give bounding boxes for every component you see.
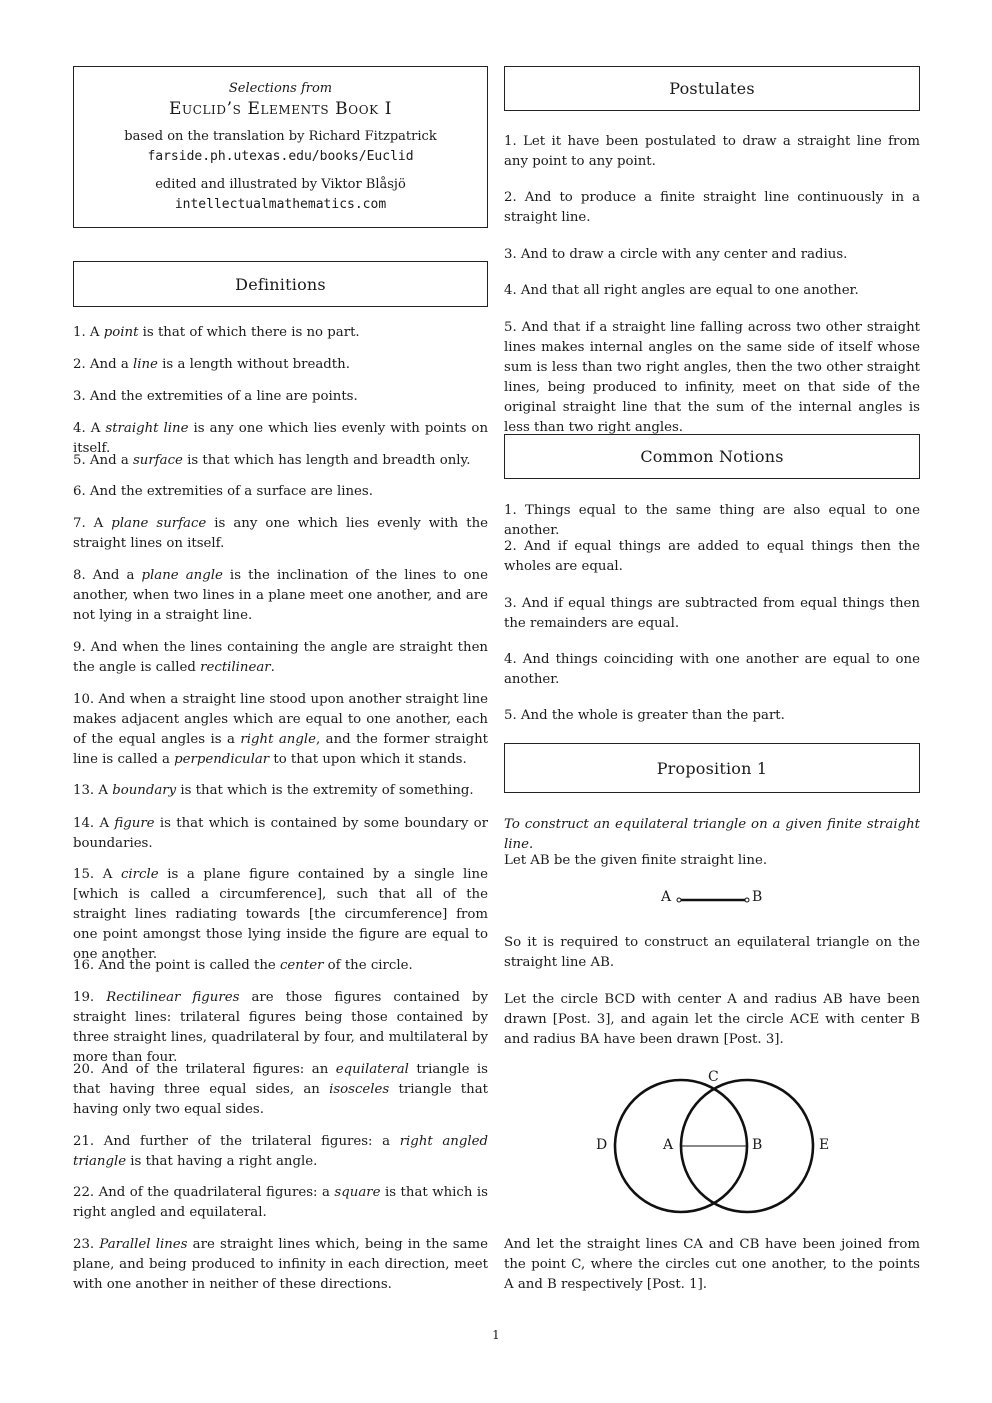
common-notion-item: 3. And if equal things are subtracted from equal things then the remainders are equal.: [504, 596, 920, 631]
postulates-heading: Postulates: [504, 66, 920, 111]
definition-item: 15. A circle is a plane figure contained by a single line [which is called a circumference], such that all of the straight lines radiating towards [the circumference] from one point amongst those lying inside the figure are equal to one another.: [73, 867, 488, 962]
common-notion-item: 4. And things coinciding with one another are equal to one another.: [504, 652, 920, 687]
definition-item: 6. And the extremities of a surface are lines.: [73, 484, 373, 499]
definition-item: 20. And of the trilateral figures: an equilateral triangle is that having three equal sides, an isosceles triangle that having only two equal sides.: [73, 1062, 489, 1117]
point-label-c: C: [708, 1069, 719, 1085]
point-label-e: E: [819, 1137, 830, 1153]
postulate-item: 1. Let it have been postulated to draw a straight line from any point to any point.: [504, 134, 920, 169]
definition-item: 3. And the extremities of a line are points.: [73, 389, 358, 404]
book-title: Euclid’s Elements Book I: [168, 99, 393, 119]
title-block: [73, 66, 488, 228]
segment-figure: [654, 888, 774, 912]
circles-figure: [592, 1068, 832, 1218]
editor-credit: edited and illustrated by Viktor Blåsjö: [155, 177, 406, 192]
common-notion-item: 2. And if equal things are added to equal things then the wholes are equal.: [504, 539, 920, 574]
postulate-item: 3. And to draw a circle with any center and radius.: [504, 247, 848, 262]
point-label-b: B: [752, 889, 763, 905]
selections-label: Selections from: [228, 81, 333, 96]
proposition-paragraph: Let AB be the given finite straight line.: [504, 853, 768, 868]
postulate-item: 5. And that if a straight line falling across two other straight lines makes internal angles on the same side of itself whose sum is less than two right angles, then the two other straight lines, being produced to infinity, meet on that side of the original straight line that the sum of the internal angles is less than two right angles.: [504, 320, 920, 435]
proposition-paragraph: Let the circle BCD with center A and radius AB have been drawn [Post. 3], and again let the circle ACE with center B and radius BA have been drawn [Post. 3].: [504, 992, 920, 1047]
point-label-d: D: [596, 1137, 608, 1153]
definition-item: 10. And when a straight line stood upon another straight line makes adjacent angles which are equal to one another, each of the equal angles is a right angle, and the former straight line is called a perpendicular to that upon which it stands.: [73, 692, 488, 767]
common-notions-heading: Common Notions: [504, 434, 920, 479]
postulate-item: 2. And to produce a finite straight line continuously in a straight line.: [504, 190, 920, 225]
definition-item: 16. And the point is called the center of the circle.: [73, 958, 413, 973]
definition-item: 4. A straight line is any one which lies evenly with points on itself.: [73, 421, 489, 456]
definition-item: 1. A point is that of which there is no part.: [73, 325, 360, 340]
proposition-statement: To construct an equilateral triangle on a given finite straight line.: [504, 817, 920, 852]
common-notion-item: 1. Things equal to the same thing are also equal to one another.: [504, 503, 920, 538]
proposition-paragraph: So it is required to construct an equilateral triangle on the straight line AB.: [504, 935, 920, 970]
proposition-paragraph: And let the straight lines CA and CB have been joined from the point C, where the circles cut one another, to the points A and B respectively [Post. 1].: [504, 1237, 920, 1292]
postulate-item: 4. And that all right angles are equal to one another.: [504, 283, 859, 298]
definition-item: 22. And of the quadrilateral figures: a square is that which is right angled and equilateral.: [73, 1185, 488, 1220]
page-number: 1: [492, 1328, 500, 1342]
definition-item: 19. Rectilinear figures are those figures contained by straight lines: trilateral figures being those contained by three straight lines, quadrilateral by four, and multilateral by more than four.: [73, 990, 488, 1065]
definition-item: 13. A boundary is that which is the extremity of something.: [73, 783, 474, 798]
point-label-b: B: [752, 1137, 763, 1153]
definition-item: 21. And further of the trilateral figures: a right angled triangle is that having a right angle.: [73, 1134, 488, 1169]
definition-item: 14. A figure is that which is contained by some boundary or boundaries.: [73, 816, 488, 851]
definition-item: 9. And when the lines containing the angle are straight then the angle is called rectilinear.: [73, 640, 488, 675]
definition-item: 5. And a surface is that which has length and breadth only.: [73, 453, 471, 468]
definition-item: 8. And a plane angle is the inclination of the lines to one another, when two lines in a plane meet one another, and are not lying in a straight line.: [73, 568, 488, 623]
common-notion-item: 5. And the whole is greater than the part.: [504, 708, 785, 723]
proposition-heading: Proposition 1: [504, 743, 920, 793]
point-label-a: A: [661, 889, 672, 905]
translation-url: farside.ph.utexas.edu/books/Euclid: [147, 149, 414, 164]
definition-item: 23. Parallel lines are straight lines which, being in the same plane, and being produced to infinity in each direction, meet with one another in neither of these directions.: [73, 1237, 488, 1292]
definition-item: 7. A plane surface is any one which lies evenly with the straight lines on itself.: [73, 516, 488, 551]
point-label-a: A: [663, 1137, 674, 1153]
editor-url: intellectualmathematics.com: [174, 197, 387, 212]
circles-diagram: [592, 1068, 832, 1218]
translation-credit: based on the translation by Richard Fitzpatrick: [124, 129, 437, 144]
definition-item: 2. And a line is a length without breadth.: [73, 357, 350, 372]
definitions-heading: Definitions: [73, 261, 488, 307]
